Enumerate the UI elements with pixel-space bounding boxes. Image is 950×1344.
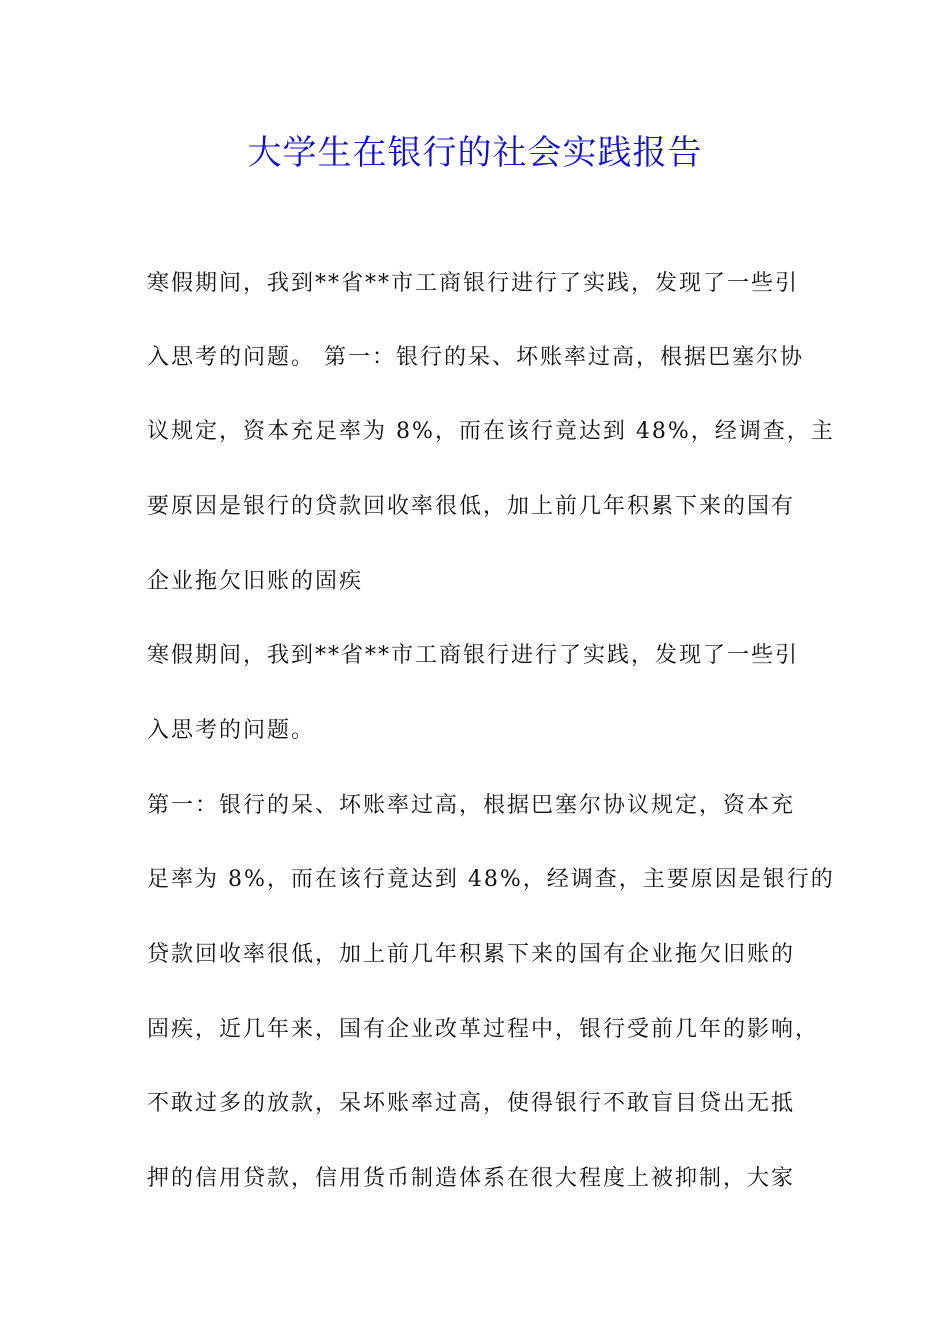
document-title: 大学生在银行的社会实践报告 [247, 133, 703, 173]
body-line: 寒假期间，我到**省**市工商银行进行了实践，发现了一些引 [147, 271, 800, 296]
body-line: 入思考的问题。 [147, 718, 316, 743]
body-line: 企业拖欠旧账的固疾 [147, 569, 364, 594]
body-line: 固疾，近几年来，国有企业改革过程中，银行受前几年的影响， [147, 1017, 820, 1042]
body-line: 不敢过多的放款，呆坏账率过高，使得银行不敢盲目贷出无抵 [147, 1091, 796, 1116]
body-line: 入思考的问题。 第一：银行的呆、坏账率过高，根据巴塞尔协 [147, 345, 804, 370]
body-line: 贷款回收率很低，加上前几年积累下来的国有企业拖欠旧账的 [147, 942, 796, 967]
body-line: 议规定，资本充足率为 8%，而在该行竟达到 48%，经调查，主 [147, 419, 835, 444]
body-line: 寒假期间，我到**省**市工商银行进行了实践，发现了一些引 [147, 643, 800, 668]
body-line: 第一：银行的呆、坏账率过高，根据巴塞尔协议规定，资本充 [147, 793, 796, 818]
body-line: 足率为 8%，而在该行竟达到 48%，经调查，主要原因是银行的 [147, 867, 835, 892]
body-line: 要原因是银行的贷款回收率很低，加上前几年积累下来的国有 [147, 494, 796, 519]
body-line: 押的信用贷款，信用货币制造体系在很大程度上被抑制，大家 [147, 1166, 796, 1191]
